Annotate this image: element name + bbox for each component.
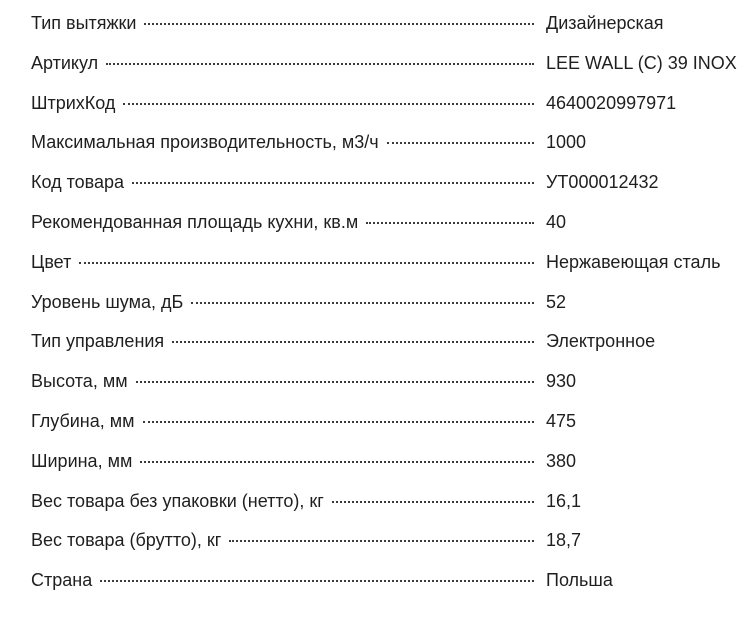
- spec-row-product-code: [31, 162, 747, 202]
- spec-list: [31, 3, 747, 600]
- spec-label: Вес товара без упаковки (нетто), кг: [31, 490, 324, 511]
- spec-row-kitchen-area: [31, 202, 747, 242]
- dot-leader: [191, 301, 534, 304]
- spec-label: ШтрихКод: [31, 92, 116, 113]
- spec-row-max-capacity: [31, 122, 747, 162]
- dot-leader: [106, 62, 534, 65]
- spec-label: Ширина, мм: [31, 450, 133, 471]
- dot-leader: [140, 460, 534, 463]
- dot-leader: [172, 340, 534, 343]
- spec-row-net-weight: [31, 481, 747, 521]
- spec-row-height: [31, 361, 747, 401]
- spec-value: Электронное: [546, 331, 656, 352]
- spec-value: Нержавеющая сталь: [546, 251, 721, 272]
- dot-leader: [136, 380, 534, 383]
- spec-label: Уровень шума, дБ: [31, 291, 184, 312]
- spec-row-noise-level: [31, 282, 747, 322]
- spec-label: Цвет: [31, 251, 72, 272]
- spec-value: 16,1: [546, 490, 582, 511]
- spec-row-color: [31, 242, 747, 282]
- dot-leader: [332, 500, 534, 503]
- spec-row-article: [31, 43, 747, 83]
- spec-value: 930: [546, 371, 577, 392]
- spec-label: Вес товара (брутто), кг: [31, 530, 222, 551]
- spec-label: Страна: [31, 570, 93, 591]
- spec-label: Тип вытяжки: [31, 13, 137, 33]
- dot-leader: [366, 221, 534, 224]
- spec-row-country: [31, 560, 747, 600]
- dot-leader: [387, 141, 534, 144]
- spec-row-barcode: [31, 83, 747, 123]
- dot-leader: [144, 22, 534, 25]
- spec-row-gross-weight: [31, 520, 747, 560]
- spec-label: Код товара: [31, 172, 125, 193]
- spec-value: LEE WALL (C) 39 INOX: [546, 52, 737, 73]
- dot-leader: [100, 579, 534, 582]
- dot-leader: [79, 261, 534, 264]
- spec-label: Артикул: [31, 52, 99, 73]
- spec-value: Дизайнерская: [546, 13, 664, 33]
- spec-label: Максимальная производительность, м3/ч: [31, 132, 379, 153]
- spec-value: 1000: [546, 132, 587, 153]
- spec-label: Глубина, мм: [31, 410, 135, 431]
- spec-row-width: [31, 441, 747, 481]
- spec-value: Польша: [546, 570, 613, 591]
- dot-leader: [143, 420, 534, 423]
- spec-row-control-type: [31, 321, 747, 361]
- spec-value: 475: [546, 410, 577, 431]
- spec-row-depth: [31, 401, 747, 441]
- spec-value: 40: [546, 211, 567, 232]
- dot-leader: [123, 102, 534, 105]
- dot-leader: [132, 181, 534, 184]
- spec-value: 18,7: [546, 530, 582, 551]
- spec-value: УТ000012432: [546, 172, 659, 193]
- spec-label: Высота, мм: [31, 371, 128, 392]
- spec-value: 52: [546, 291, 567, 312]
- dot-leader: [229, 539, 534, 542]
- spec-value: 380: [546, 450, 577, 471]
- spec-label: Рекомендованная площадь кухни, кв.м: [31, 211, 359, 232]
- spec-label: Тип управления: [31, 331, 165, 352]
- spec-row-hood-type: [31, 3, 747, 43]
- spec-value: 4640020997971: [546, 92, 677, 113]
